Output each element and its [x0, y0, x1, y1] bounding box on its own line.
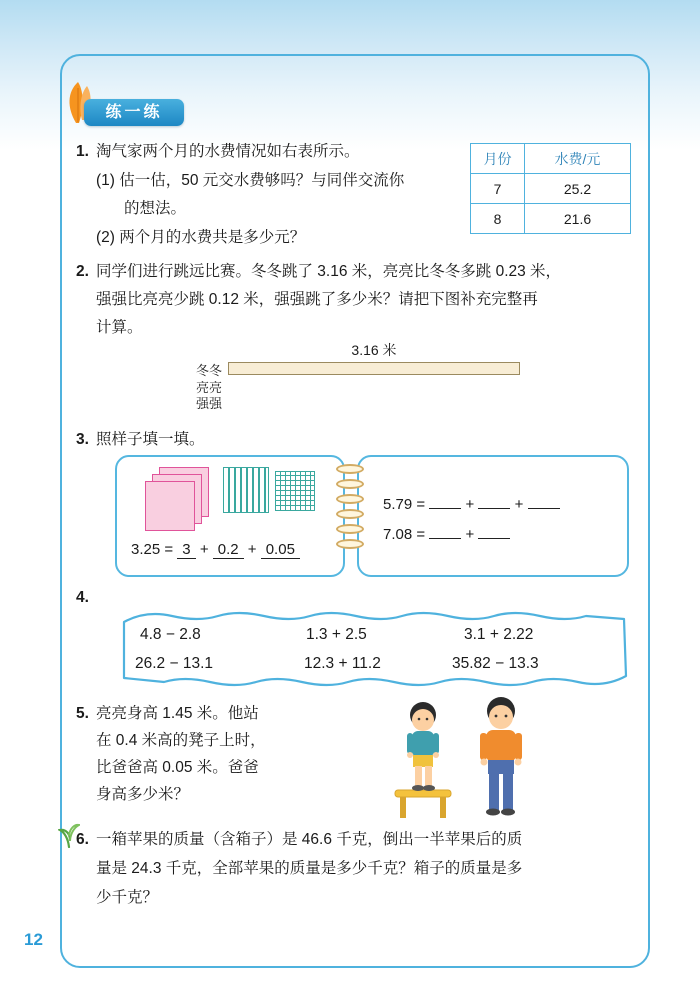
problem-5-text-line3: 比爸爸高 0.05 米。爸爸: [96, 759, 259, 776]
expression: 1.3 + 2.5: [306, 626, 367, 643]
expression: 3.1 + 2.22: [464, 626, 534, 643]
answer-blank[interactable]: [528, 495, 560, 509]
plus-sign: +: [514, 496, 524, 513]
month-cell: 7: [471, 174, 525, 204]
answer-blank[interactable]: [478, 495, 510, 509]
problem-5-number: 5.: [76, 705, 89, 722]
bar-measure-label: 3.16 米: [351, 342, 397, 358]
problem-5-text-line1: 亮亮身高 1.45 米。他站: [96, 705, 259, 722]
answer-blank[interactable]: [478, 525, 510, 539]
problem-1-number: 1.: [76, 143, 89, 160]
problem-6-number: 6.: [76, 831, 89, 848]
spiral-binding: [336, 539, 364, 549]
plus-sign: +: [465, 526, 475, 543]
diagram-name-liangliang: 亮亮: [196, 380, 223, 395]
problem-1-text: 淘气家两个月的水费情况如右表所示。: [96, 143, 360, 160]
answer-blank[interactable]: [429, 525, 461, 539]
table-row: [471, 204, 631, 234]
fee-cell: 21.6: [525, 204, 631, 234]
example-part-ones: 3: [177, 541, 195, 559]
expression: 26.2 − 13.1: [135, 655, 213, 672]
problem-1-sub2: (2) 两个月的水费共是多少元？: [96, 229, 306, 246]
plus-sign: +: [199, 541, 209, 558]
problem-3-number: 3.: [76, 431, 89, 448]
wavy-exercise-strip: [116, 604, 632, 694]
problem-3-title: 照样子填一填。: [96, 431, 205, 448]
spiral-binding: [336, 494, 364, 504]
spiral-binding: [336, 464, 364, 474]
problem-6-text-line3: 少千克？: [96, 889, 159, 906]
problem-2-text-line2: 强强比亮亮少跳 0.12 米，强强跳了多少米？请把下图补充完整再: [96, 291, 538, 308]
spiral-binding: [336, 524, 364, 534]
example-part-hundredths: 0.05: [261, 541, 300, 559]
problem-5-text-line2: 在 0.4 米高的凳子上时，: [96, 732, 266, 749]
expression: 12.3 + 11.2: [304, 655, 381, 672]
fee-cell: 25.2: [525, 174, 631, 204]
tenths-square: [223, 467, 269, 513]
page-number: 12: [24, 930, 43, 949]
problem-2-text-line3: 计算。: [96, 319, 143, 336]
problem-2-text-line1: 同学们进行跳远比赛。冬冬跳了 3.16 米，亮亮比冬冬多跳 0.23 米，: [96, 263, 562, 280]
spiral-binding: [336, 509, 364, 519]
hundredths-square: [275, 471, 315, 511]
exercise-card: [357, 455, 629, 577]
exercise-equation-2: [383, 525, 510, 543]
problem-6-text-line1: 一箱苹果的质量（含箱子）是 46.6 千克，倒出一半苹果后的质: [96, 831, 523, 848]
ones-square: [145, 481, 195, 531]
month-cell: 8: [471, 204, 525, 234]
expression: 35.82 − 13.3: [452, 655, 539, 672]
answer-blank[interactable]: [429, 495, 461, 509]
problem-1-sub1: (1) 估一估，50 元交水费够吗？与同伴交流你: [96, 172, 405, 189]
water-fee-table: [470, 143, 631, 234]
problem-1-sub1-cont: 的想法。: [124, 200, 187, 217]
expression: 4.8 − 2.8: [140, 626, 201, 643]
equation-lead: 5.79 =: [383, 496, 426, 513]
table-header-fee: 水费/元: [525, 144, 631, 174]
example-part-tenths: 0.2: [213, 541, 244, 559]
jump-distance-bar: [228, 362, 520, 375]
equation-lead: 7.08 =: [383, 526, 426, 543]
problem-2-number: 2.: [76, 263, 89, 280]
diagram-name-dongdong: 冬冬: [196, 363, 223, 378]
problem-6-text-line2: 量是 24.3 千克，全部苹果的质量是多少千克？箱子的质量是多: [96, 860, 523, 877]
exercise-equation-1: [383, 495, 560, 513]
problem-5-text-line4: 身高多少米？: [96, 786, 190, 803]
example-equation: [131, 541, 300, 558]
father-and-son-illustration: [383, 694, 553, 820]
diagram-name-qiangqiang: 强强: [196, 396, 223, 411]
example-lead: 3.25 =: [131, 541, 174, 558]
plus-sign: +: [247, 541, 257, 558]
spiral-binding: [336, 479, 364, 489]
table-row: [471, 174, 631, 204]
plus-sign: +: [465, 496, 475, 513]
practice-badge: 练一练: [84, 99, 184, 126]
table-header-month: 月份: [471, 144, 525, 174]
problem-4-number: 4.: [76, 589, 89, 606]
